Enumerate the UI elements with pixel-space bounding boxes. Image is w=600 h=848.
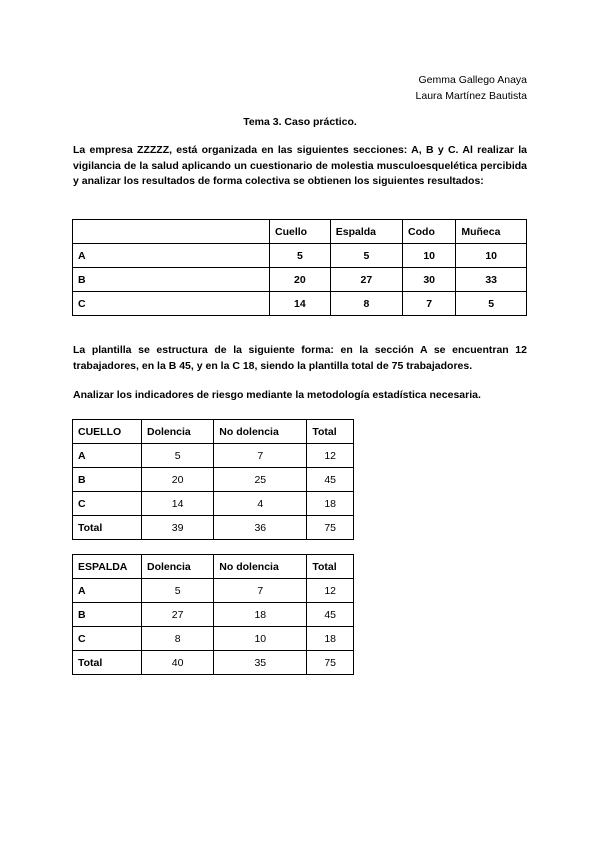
table-cell: 10 [403,244,456,268]
row-label: Total [73,651,142,675]
table-header-cell: No dolencia [214,420,307,444]
espalda-table [72,554,354,675]
table-cell: 7 [214,444,307,468]
table-cell: 5 [142,444,214,468]
table-cell: 18 [307,492,354,516]
table-cell: 5 [330,244,402,268]
authors-block [416,72,527,104]
table-cell: 45 [307,603,354,627]
table-row [73,444,354,468]
table-cell: 12 [307,579,354,603]
table-cell: 5 [456,292,527,316]
cuello-table [72,419,354,540]
table-cell: 75 [307,651,354,675]
table-row [73,492,354,516]
table-cell: 40 [142,651,214,675]
table-header-cell: CUELLO [73,420,142,444]
table-cell: 4 [214,492,307,516]
table-header-cell: No dolencia [214,555,307,579]
row-label: B [73,468,142,492]
page-title: Tema 3. Caso práctico. [243,116,357,128]
table-row [73,268,527,292]
table-header-cell: Muñeca [456,220,527,244]
table-cell: 20 [270,268,331,292]
table-header-cell: Cuello [270,220,331,244]
table-cell: 7 [214,579,307,603]
sections-table [72,219,527,316]
table-cell: 36 [214,516,307,540]
table-header-row [73,555,354,579]
table-header-cell: Espalda [330,220,402,244]
instruction-paragraph: Analizar los indicadores de riesgo mediante la metodología estadística necesaria. [73,389,481,401]
table-cell: 20 [142,468,214,492]
table-row [73,579,354,603]
table-cell: 39 [142,516,214,540]
table-cell: 25 [214,468,307,492]
table-header-cell: Dolencia [142,555,214,579]
table-header-cell: ESPALDA [73,555,142,579]
table-row-total [73,516,354,540]
row-label: C [73,492,142,516]
table-row [73,292,527,316]
row-label: C [73,627,142,651]
intro-paragraph: La empresa ZZZZZ, está organizada en las siguientes secciones: A, B y C. Al realizar la vigilancia de la salud aplicando un cuestionario de molestia musculoesquelética percibida y analizar los resultados de forma colectiva se obtienen los siguientes resultados: [73,144,527,187]
table-header-row [73,220,527,244]
table-cell: 18 [307,627,354,651]
table-cell: 35 [214,651,307,675]
row-label: A [73,579,142,603]
table-cell: 75 [307,516,354,540]
table-cell: 5 [270,244,331,268]
table-cell: 5 [142,579,214,603]
table-cell: 45 [307,468,354,492]
table-row-total [73,651,354,675]
table-cell: 7 [403,292,456,316]
plantilla-paragraph: La plantilla se estructura de la siguiente forma: en la sección A se encuentran 12 trabajadores, en la B 45, y en la C 18, siendo la plantilla total de 75 trabajadores. [73,344,527,372]
row-label: A [73,244,270,268]
row-label: B [73,268,270,292]
row-label: B [73,603,142,627]
table-row [73,244,527,268]
row-label: C [73,292,270,316]
table-header-cell: Total [307,420,354,444]
table-header-cell: Codo [403,220,456,244]
table-cell: 27 [330,268,402,292]
table-cell: 18 [214,603,307,627]
table-cell: 8 [142,627,214,651]
table-row [73,627,354,651]
table-row [73,468,354,492]
row-label: Total [73,516,142,540]
table-header-row [73,420,354,444]
table-cell: 30 [403,268,456,292]
table-cell: 10 [214,627,307,651]
table-cell: 14 [270,292,331,316]
table-cell: 10 [456,244,527,268]
author-name: Laura Martínez Bautista [415,90,527,102]
table-cell: 27 [142,603,214,627]
row-label: A [73,444,142,468]
table-header-cell: Total [307,555,354,579]
table-header-cell [73,220,270,244]
table-cell: 33 [456,268,527,292]
author-name: Gemma Gallego Anaya [418,74,527,86]
table-cell: 8 [330,292,402,316]
table-header-cell: Dolencia [142,420,214,444]
table-cell: 14 [142,492,214,516]
table-row [73,603,354,627]
table-cell: 12 [307,444,354,468]
